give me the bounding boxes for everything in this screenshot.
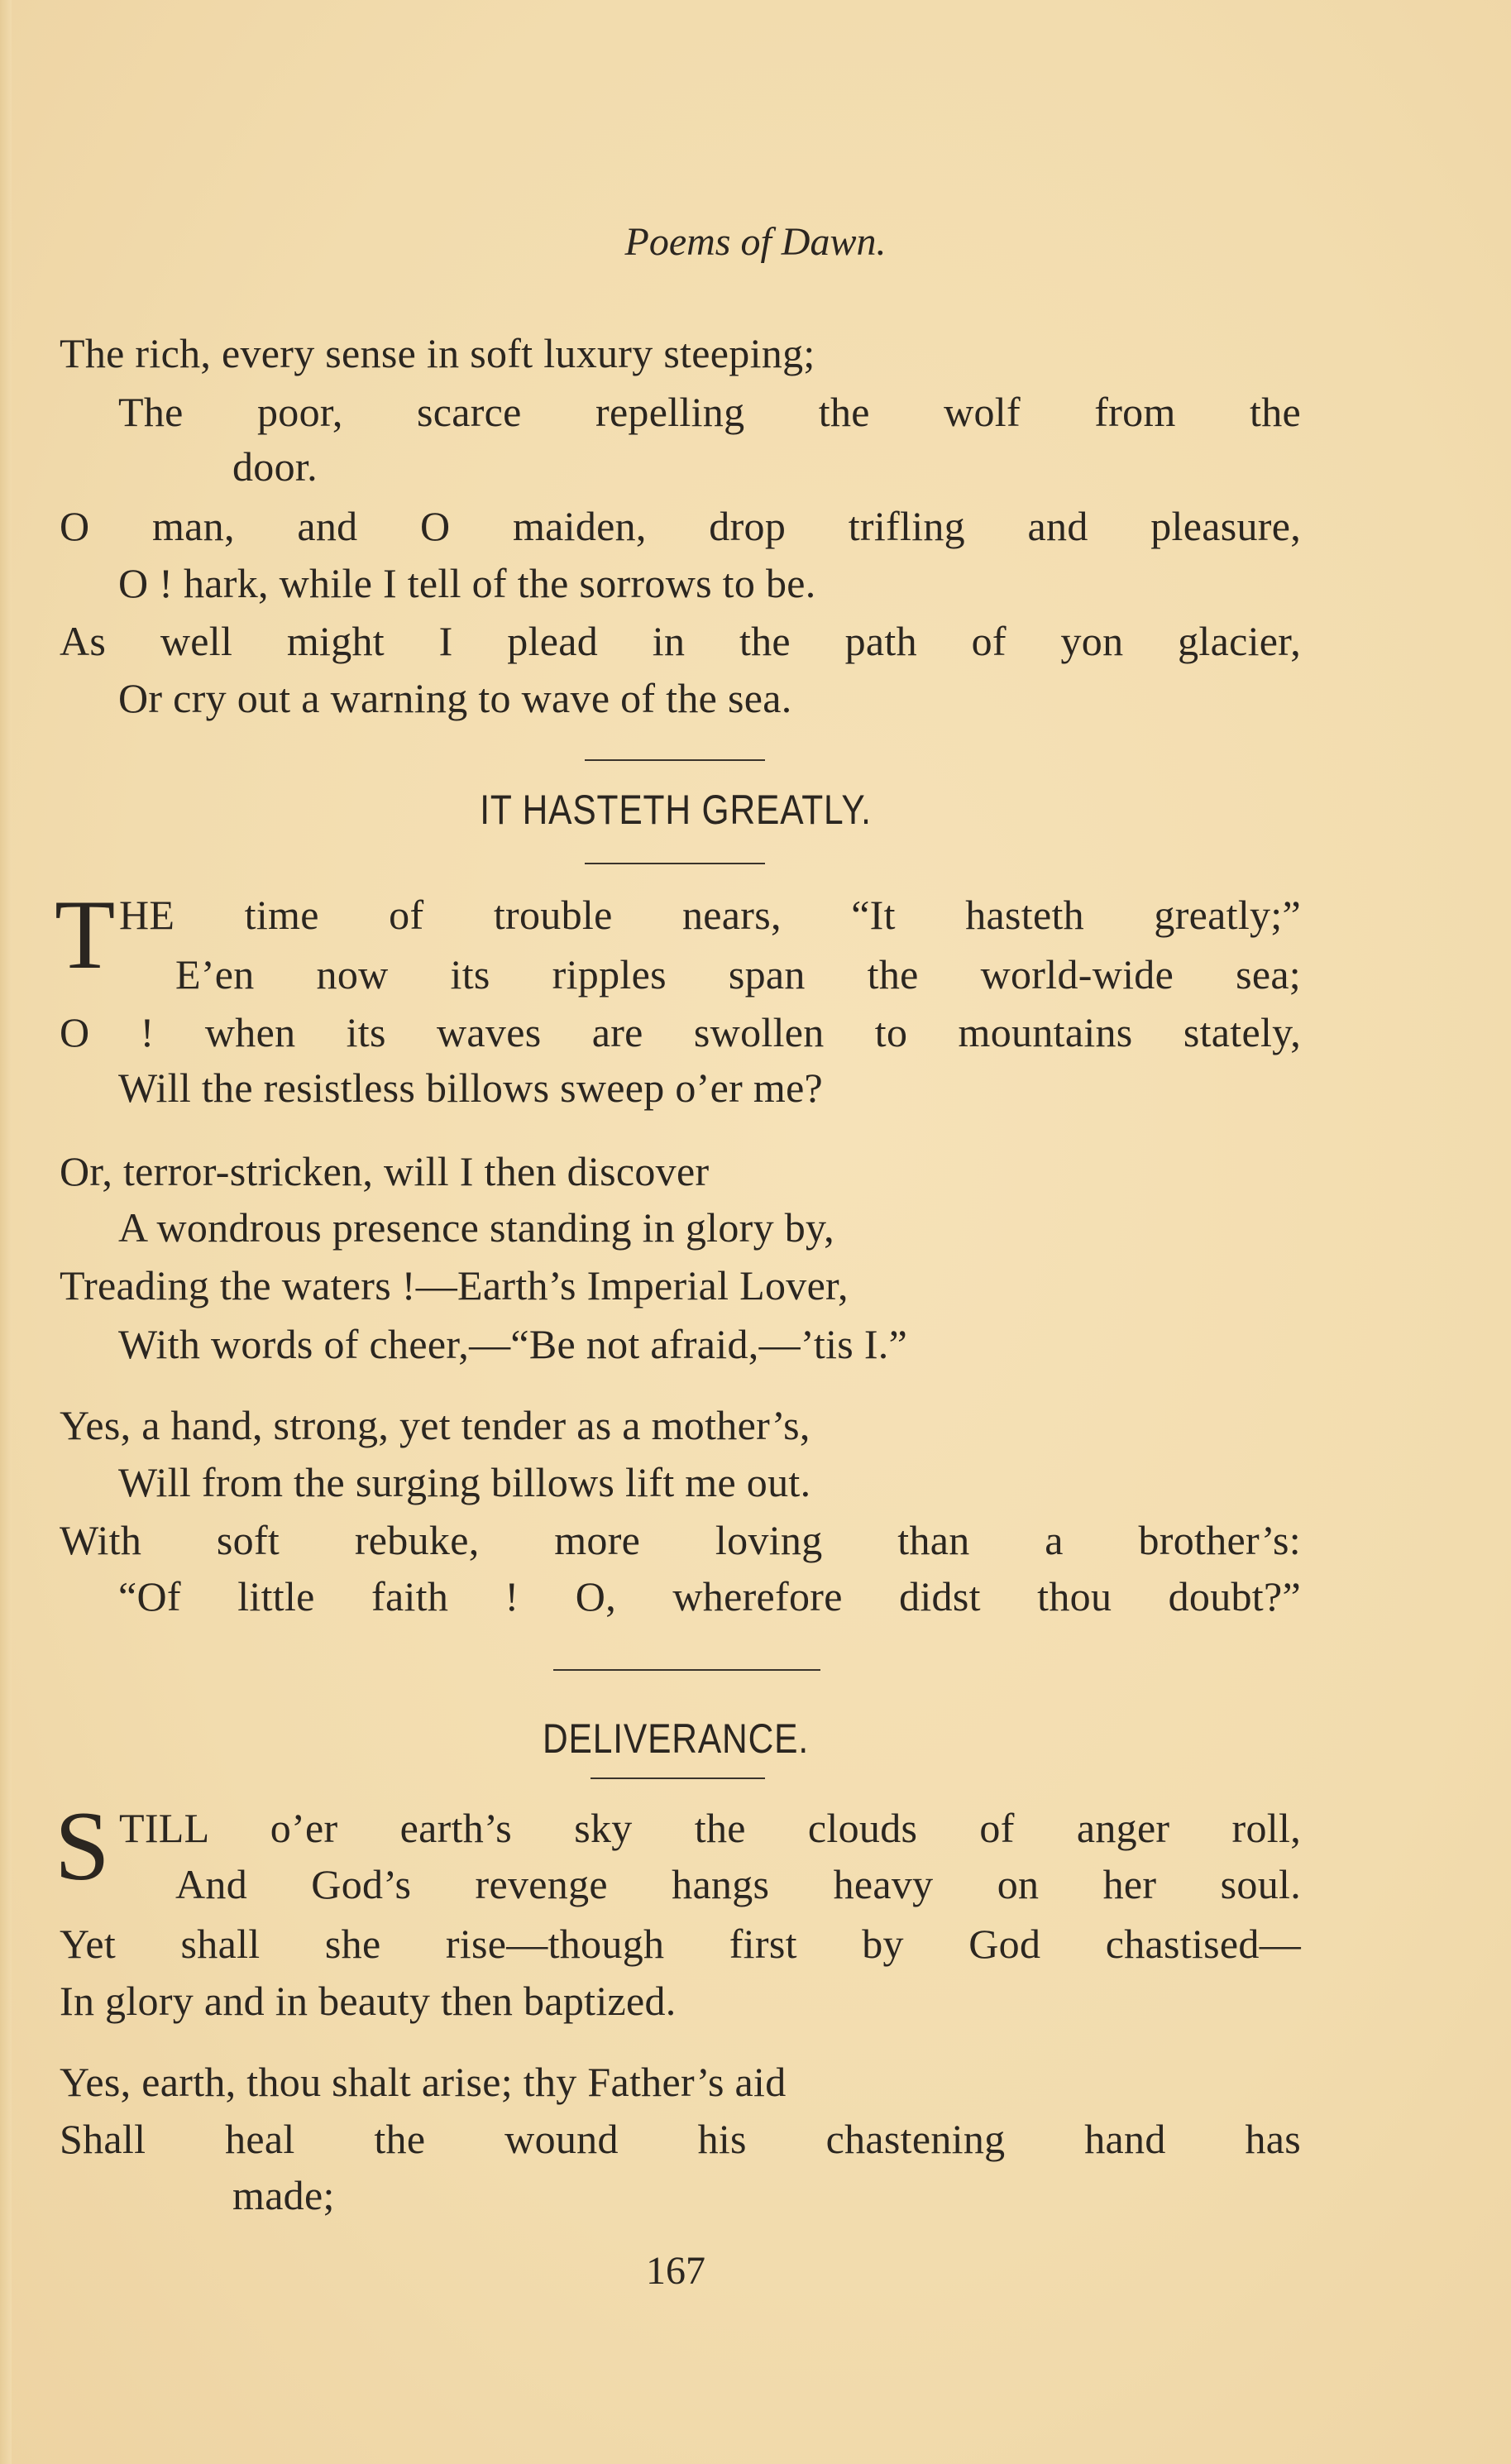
- divider-rule: [585, 863, 765, 864]
- poem-line: Will from the surging billows lift me out.: [118, 1459, 811, 1505]
- poem-line: Or cry out a warning to wave of the sea.: [118, 675, 792, 721]
- poem-line: O ! hark, while I tell of the sorrows to be.: [118, 560, 816, 606]
- poem-line: TILL o’er earth’s sky the clouds of anger roll,: [119, 1805, 1301, 1851]
- running-head: Poems of Dawn.: [624, 220, 887, 264]
- poem-line: Yes, earth, thou shalt arise; thy Father’s aid: [60, 2059, 787, 2105]
- poem-line: A wondrous presence standing in glory by,: [118, 1204, 834, 1251]
- divider-rule: [553, 1669, 820, 1671]
- poem-title: DELIVERANCE.: [543, 1715, 809, 1762]
- poem-line: HE time of trouble nears, “It hasteth greatly;”: [119, 892, 1301, 938]
- poem-line: Treading the waters !—Earth’s Imperial Lover,: [60, 1262, 849, 1309]
- page-number: 167: [646, 2249, 705, 2293]
- divider-rule: [585, 759, 765, 761]
- poem-line: E’en now its ripples span the world-wide sea;: [175, 951, 1301, 998]
- poem-line: In glory and in beauty then baptized.: [60, 1978, 677, 2024]
- poem-line: Or, terror-stricken, will I then discover: [60, 1148, 710, 1194]
- poem-line: As well might I plead in the path of yon glacier,: [60, 618, 1301, 664]
- poem-line: And God’s revenge hangs heavy on her soul.: [175, 1861, 1301, 1907]
- poem-line: With soft rebuke, more loving than a brother’s:: [60, 1517, 1301, 1563]
- poem-line: made;: [232, 2172, 335, 2218]
- drop-cap: T: [55, 879, 116, 989]
- poem-line: O ! when its waves are swollen to mountains stately,: [60, 1009, 1301, 1055]
- poem-line: The poor, scarce repelling the wolf from the: [118, 389, 1301, 435]
- poem-line: Will the resistless billows sweep o’er me?: [118, 1065, 824, 1111]
- divider-rule: [591, 1777, 765, 1779]
- page-edge: [0, 0, 12, 2464]
- poem-line: door.: [232, 443, 318, 490]
- poem-line: Yes, a hand, strong, yet tender as a mother’s,: [60, 1402, 810, 1448]
- poem-line: With words of cheer,—“Be not afraid,—’tis I.”: [118, 1321, 908, 1367]
- poem-line: Yet shall she rise—though first by God chastised—: [60, 1921, 1301, 1967]
- poem-title: IT HASTETH GREATLY.: [480, 787, 872, 833]
- poem-line: “Of little faith ! O, wherefore didst thou doubt?”: [118, 1573, 1301, 1620]
- poem-line: O man, and O maiden, drop trifling and pleasure,: [60, 503, 1301, 549]
- drop-cap: S: [55, 1791, 110, 1901]
- poem-line: The rich, every sense in soft luxury steeping;: [60, 330, 815, 376]
- poem-line: Shall heal the wound his chastening hand has: [60, 2116, 1301, 2162]
